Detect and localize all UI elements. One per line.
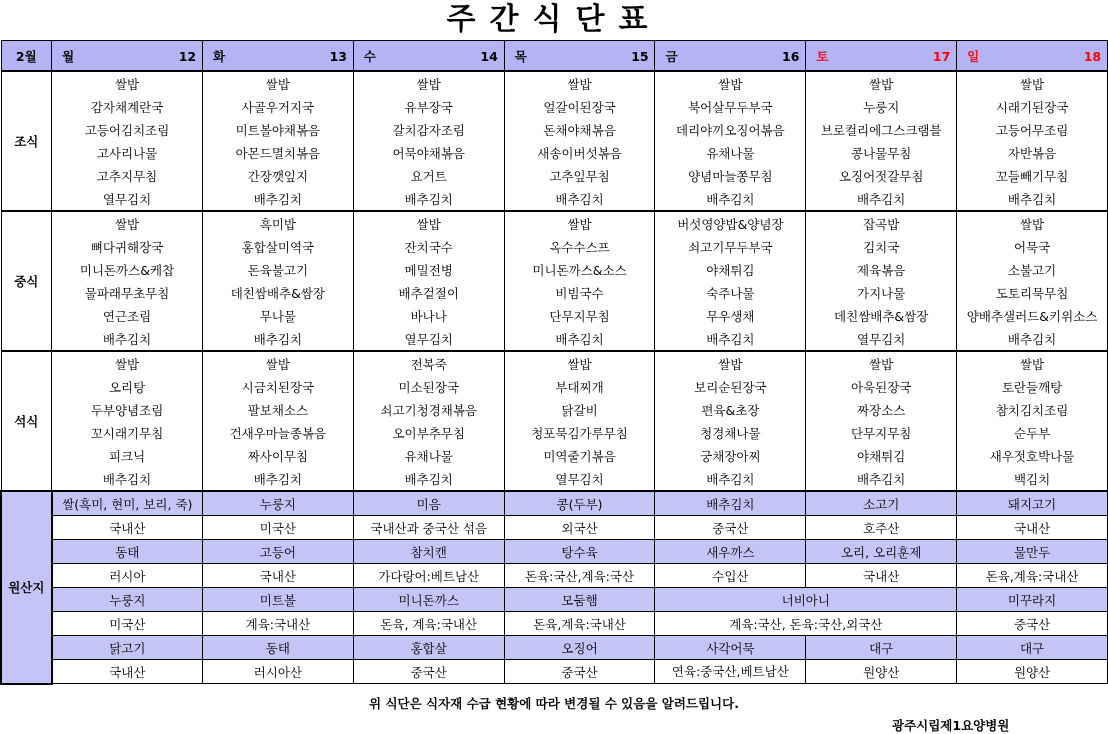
day-name: 월 xyxy=(62,48,75,64)
menu-item: 열무김치 xyxy=(353,327,504,351)
menu-item: 고추잎무침 xyxy=(504,164,655,187)
menu-item: 백김치 xyxy=(957,467,1108,491)
menu-item: 닭갈비 xyxy=(504,398,655,421)
day-header xyxy=(353,41,504,72)
origin-item: 미트볼 xyxy=(202,588,353,612)
menu-table xyxy=(0,40,1108,685)
menu-item: 콩나물무침 xyxy=(806,141,957,164)
menu-item: 쌀밥 xyxy=(52,351,203,375)
menu-item: 흑미밥 xyxy=(202,211,353,235)
origin-country: 원양산 xyxy=(806,660,957,684)
menu-item: 고등어무조림 xyxy=(957,118,1108,141)
menu-item: 단무지무침 xyxy=(806,421,957,444)
menu-item: 배추김치 xyxy=(202,327,353,351)
meal-label: 조식 xyxy=(1,71,52,211)
menu-item: 배추김치 xyxy=(957,327,1108,351)
day-header xyxy=(806,41,957,72)
origin-country: 미국산 xyxy=(202,516,353,540)
origin-item: 대구 xyxy=(957,636,1108,660)
origin-country: 미국산 xyxy=(52,612,203,636)
menu-item: 쌀밥 xyxy=(806,71,957,95)
menu-item: 데친쌈배추&쌈장 xyxy=(202,281,353,304)
origin-item: 물만두 xyxy=(957,540,1108,564)
day-number: 17 xyxy=(932,48,951,64)
menu-item: 열무김치 xyxy=(806,327,957,351)
menu-item: 건새우마늘종볶음 xyxy=(202,421,353,444)
menu-item: 버섯영양밥&양념장 xyxy=(655,211,806,235)
menu-item: 궁채장아찌 xyxy=(655,444,806,467)
menu-item: 열무김치 xyxy=(52,187,203,211)
menu-item: 김치국 xyxy=(806,235,957,258)
menu-item: 감자채계란국 xyxy=(52,95,203,118)
menu-item: 배추김치 xyxy=(806,467,957,491)
menu-item: 도토리묵무침 xyxy=(957,281,1108,304)
menu-item: 배추김치 xyxy=(52,467,203,491)
origin-item: 쌀(흑미, 현미, 보리, 죽) xyxy=(52,491,203,516)
menu-item: 갈치감자조림 xyxy=(353,118,504,141)
menu-item: 전복죽 xyxy=(353,351,504,375)
menu-item: 쌀밥 xyxy=(504,71,655,95)
menu-item: 배추겉절이 xyxy=(353,281,504,304)
origin-item: 탕수육 xyxy=(504,540,655,564)
origin-country: 러시아산 xyxy=(202,660,353,684)
menu-item: 고사리나물 xyxy=(52,141,203,164)
day-header xyxy=(504,41,655,72)
menu-item: 배추김치 xyxy=(504,187,655,211)
origin-country: 수입산 xyxy=(655,564,806,588)
origin-item: 소고기 xyxy=(806,491,957,516)
day-name: 토 xyxy=(816,48,829,64)
menu-item: 데친쌈배추&쌈장 xyxy=(806,304,957,327)
menu-item: 홍합살미역국 xyxy=(202,235,353,258)
menu-item: 연근조림 xyxy=(52,304,203,327)
origin-item: 미꾸라지 xyxy=(957,588,1108,612)
origin-item: 너비아니 xyxy=(655,588,957,612)
menu-item: 배추김치 xyxy=(353,467,504,491)
menu-item: 오징어젓갈무침 xyxy=(806,164,957,187)
menu-item: 오이부추무침 xyxy=(353,421,504,444)
origin-item: 동태 xyxy=(52,540,203,564)
origin-country: 계육:국내산 xyxy=(202,612,353,636)
origin-country: 러시아 xyxy=(52,564,203,588)
menu-item: 부대찌개 xyxy=(504,375,655,398)
day-header xyxy=(202,41,353,72)
menu-item: 미소된장국 xyxy=(353,375,504,398)
menu-item: 잡곡밥 xyxy=(806,211,957,235)
origin-country: 돈육, 계육:국내산 xyxy=(353,612,504,636)
menu-item: 꼬시래기무침 xyxy=(52,421,203,444)
meal-label: 중식 xyxy=(1,211,52,351)
origin-item: 배추김치 xyxy=(655,491,806,516)
origin-item: 누룽지 xyxy=(52,588,203,612)
menu-item: 요거트 xyxy=(353,164,504,187)
menu-item: 아몬드멸치볶음 xyxy=(202,141,353,164)
day-name: 금 xyxy=(665,48,678,64)
menu-item: 꼬들빼기무침 xyxy=(957,164,1108,187)
menu-item: 쌀밥 xyxy=(52,211,203,235)
menu-item: 보리순된장국 xyxy=(655,375,806,398)
menu-item: 시금치된장국 xyxy=(202,375,353,398)
menu-item: 자반볶음 xyxy=(957,141,1108,164)
menu-item: 쌀밥 xyxy=(504,351,655,375)
menu-item: 청포묵김가루무침 xyxy=(504,421,655,444)
menu-item: 유부장국 xyxy=(353,95,504,118)
menu-item: 간장깻잎지 xyxy=(202,164,353,187)
menu-item: 단무지무침 xyxy=(504,304,655,327)
meal-label: 석식 xyxy=(1,351,52,491)
menu-item: 옥수수스프 xyxy=(504,235,655,258)
day-header xyxy=(52,41,203,72)
menu-item: 돈채야채볶음 xyxy=(504,118,655,141)
page-title: 주간식단표 xyxy=(446,2,662,37)
origin-item: 닭고기 xyxy=(52,636,203,660)
menu-item: 쌀밥 xyxy=(504,211,655,235)
menu-item: 쌀밥 xyxy=(353,71,504,95)
menu-item: 제육볶음 xyxy=(806,258,957,281)
origin-country: 돈육,계육:국내산 xyxy=(957,564,1108,588)
origin-item: 사각어묵 xyxy=(655,636,806,660)
menu-item: 양념마늘쫑무침 xyxy=(655,164,806,187)
menu-item: 새송이버섯볶음 xyxy=(504,141,655,164)
menu-item: 순두부 xyxy=(957,421,1108,444)
menu-item: 배추김치 xyxy=(504,327,655,351)
menu-item: 바나나 xyxy=(353,304,504,327)
menu-item: 야채튀김 xyxy=(655,258,806,281)
menu-item: 피크닉 xyxy=(52,444,203,467)
origin-item: 오징어 xyxy=(504,636,655,660)
origin-item: 돼지고기 xyxy=(957,491,1108,516)
menu-item: 편육&초장 xyxy=(655,398,806,421)
menu-item: 소불고기 xyxy=(957,258,1108,281)
origin-country: 연육:중국산,베트남산 xyxy=(655,660,806,684)
menu-item: 사골우거지국 xyxy=(202,95,353,118)
menu-item: 양배추샐러드&키위소스 xyxy=(957,304,1108,327)
menu-item: 고등어김치조림 xyxy=(52,118,203,141)
origin-item: 미니돈까스 xyxy=(353,588,504,612)
day-name: 목 xyxy=(514,48,527,64)
origin-country: 국내산 xyxy=(52,516,203,540)
day-number: 14 xyxy=(480,48,498,64)
menu-item: 배추김치 xyxy=(655,187,806,211)
menu-item: 잔치국수 xyxy=(353,235,504,258)
menu-item: 팔보채소스 xyxy=(202,398,353,421)
menu-item: 비빔국수 xyxy=(504,281,655,304)
menu-item: 무나물 xyxy=(202,304,353,327)
menu-item: 얼갈이된장국 xyxy=(504,95,655,118)
menu-item: 배추김치 xyxy=(202,187,353,211)
menu-item: 쌀밥 xyxy=(52,71,203,95)
menu-item: 고추지무침 xyxy=(52,164,203,187)
day-number: 18 xyxy=(1083,48,1102,64)
menu-item: 어묵야채볶음 xyxy=(353,141,504,164)
menu-item: 두부양념조림 xyxy=(52,398,203,421)
origin-item: 새우까스 xyxy=(655,540,806,564)
day-name: 화 xyxy=(212,48,226,64)
menu-item: 야채튀김 xyxy=(806,444,957,467)
origin-country: 중국산 xyxy=(655,516,806,540)
origin-country: 가다랑어:베트남산 xyxy=(353,564,504,588)
origin-country: 돈육:국산,계육:국산 xyxy=(504,564,655,588)
origin-country: 원양산 xyxy=(957,660,1108,684)
menu-item: 누룽지 xyxy=(806,95,957,118)
menu-item: 쌀밥 xyxy=(655,71,806,95)
menu-item: 새우젓호박나물 xyxy=(957,444,1108,467)
menu-item: 배추김치 xyxy=(655,327,806,351)
menu-item: 시래기된장국 xyxy=(957,95,1108,118)
menu-item: 무우생채 xyxy=(655,304,806,327)
menu-item: 북어살무두부국 xyxy=(655,95,806,118)
origin-item: 콩(두부) xyxy=(504,491,655,516)
origin-country: 국내산 xyxy=(957,516,1108,540)
day-number: 13 xyxy=(329,48,347,64)
menu-item: 데리야끼오징어볶음 xyxy=(655,118,806,141)
origin-item: 고등어 xyxy=(202,540,353,564)
origin-country: 국내산 xyxy=(202,564,353,588)
menu-item: 짜사이무침 xyxy=(202,444,353,467)
day-name: 수 xyxy=(363,48,376,64)
day-number: 12 xyxy=(178,48,197,64)
menu-item: 쌀밥 xyxy=(202,351,353,375)
day-header xyxy=(957,41,1108,72)
origin-country: 계육:국산, 돈육:국산,외국산 xyxy=(655,612,957,636)
day-header xyxy=(655,41,806,72)
menu-item: 어묵국 xyxy=(957,235,1108,258)
origin-country: 돈육,계육:국내산 xyxy=(504,612,655,636)
hospital-name: 광주시립제1요양병원 xyxy=(892,718,1010,733)
menu-item: 쌀밥 xyxy=(353,211,504,235)
menu-item: 미니돈까스&소스 xyxy=(504,258,655,281)
menu-item: 브로컬리에그스크램블 xyxy=(806,118,957,141)
origin-item: 대구 xyxy=(806,636,957,660)
menu-item: 돈육불고기 xyxy=(202,258,353,281)
menu-item: 배추김치 xyxy=(353,187,504,211)
menu-item: 미역줄기볶음 xyxy=(504,444,655,467)
origin-item: 누룽지 xyxy=(202,491,353,516)
menu-item: 쇠고기무두부국 xyxy=(655,235,806,258)
origin-label: 원산지 xyxy=(1,491,52,684)
origin-country: 중국산 xyxy=(353,660,504,684)
menu-item: 배추김치 xyxy=(957,187,1108,211)
origin-country: 중국산 xyxy=(957,612,1108,636)
month-header: 2월 xyxy=(1,41,52,72)
origin-country: 호주산 xyxy=(806,516,957,540)
menu-item: 유채나물 xyxy=(353,444,504,467)
day-number: 15 xyxy=(631,48,649,64)
origin-item: 미음 xyxy=(353,491,504,516)
menu-item: 쇠고기청경채볶음 xyxy=(353,398,504,421)
menu-item: 쌀밥 xyxy=(957,351,1108,375)
origin-country: 외국산 xyxy=(504,516,655,540)
menu-item: 뼈다귀해장국 xyxy=(52,235,203,258)
menu-item: 미니돈까스&케찹 xyxy=(52,258,203,281)
menu-item: 청경채나물 xyxy=(655,421,806,444)
menu-item: 메밀전병 xyxy=(353,258,504,281)
menu-item: 쌀밥 xyxy=(957,211,1108,235)
menu-item: 유채나물 xyxy=(655,141,806,164)
origin-country: 중국산 xyxy=(504,660,655,684)
menu-item: 오리탕 xyxy=(52,375,203,398)
menu-item: 쌀밥 xyxy=(806,351,957,375)
menu-item: 토란들깨탕 xyxy=(957,375,1108,398)
menu-item: 쌀밥 xyxy=(202,71,353,95)
notice-text: 위 식단은 식자재 수급 현황에 따라 변경될 수 있음을 알려드립니다. xyxy=(369,696,739,711)
menu-item: 배추김치 xyxy=(52,327,203,351)
origin-country: 국내산과 중국산 섞음 xyxy=(353,516,504,540)
menu-item: 배추김치 xyxy=(806,187,957,211)
origin-country: 국내산 xyxy=(806,564,957,588)
menu-item: 아욱된장국 xyxy=(806,375,957,398)
day-number: 16 xyxy=(782,48,800,64)
menu-item: 숙주나물 xyxy=(655,281,806,304)
menu-item: 배추김치 xyxy=(202,467,353,491)
origin-item: 동태 xyxy=(202,636,353,660)
menu-item: 미트볼야채볶음 xyxy=(202,118,353,141)
origin-item: 모둠햄 xyxy=(504,588,655,612)
menu-item: 물파래무초무침 xyxy=(52,281,203,304)
day-name: 일 xyxy=(967,48,980,64)
menu-item: 참치김치조림 xyxy=(957,398,1108,421)
origin-country: 국내산 xyxy=(52,660,203,684)
menu-item: 가지나물 xyxy=(806,281,957,304)
menu-item: 배추김치 xyxy=(655,467,806,491)
menu-item: 쌀밥 xyxy=(957,71,1108,95)
menu-item: 쌀밥 xyxy=(655,351,806,375)
menu-item: 열무김치 xyxy=(504,467,655,491)
menu-item: 짜장소스 xyxy=(806,398,957,421)
origin-item: 홍합살 xyxy=(353,636,504,660)
origin-item: 오리, 오리훈제 xyxy=(806,540,957,564)
origin-item: 참치캔 xyxy=(353,540,504,564)
